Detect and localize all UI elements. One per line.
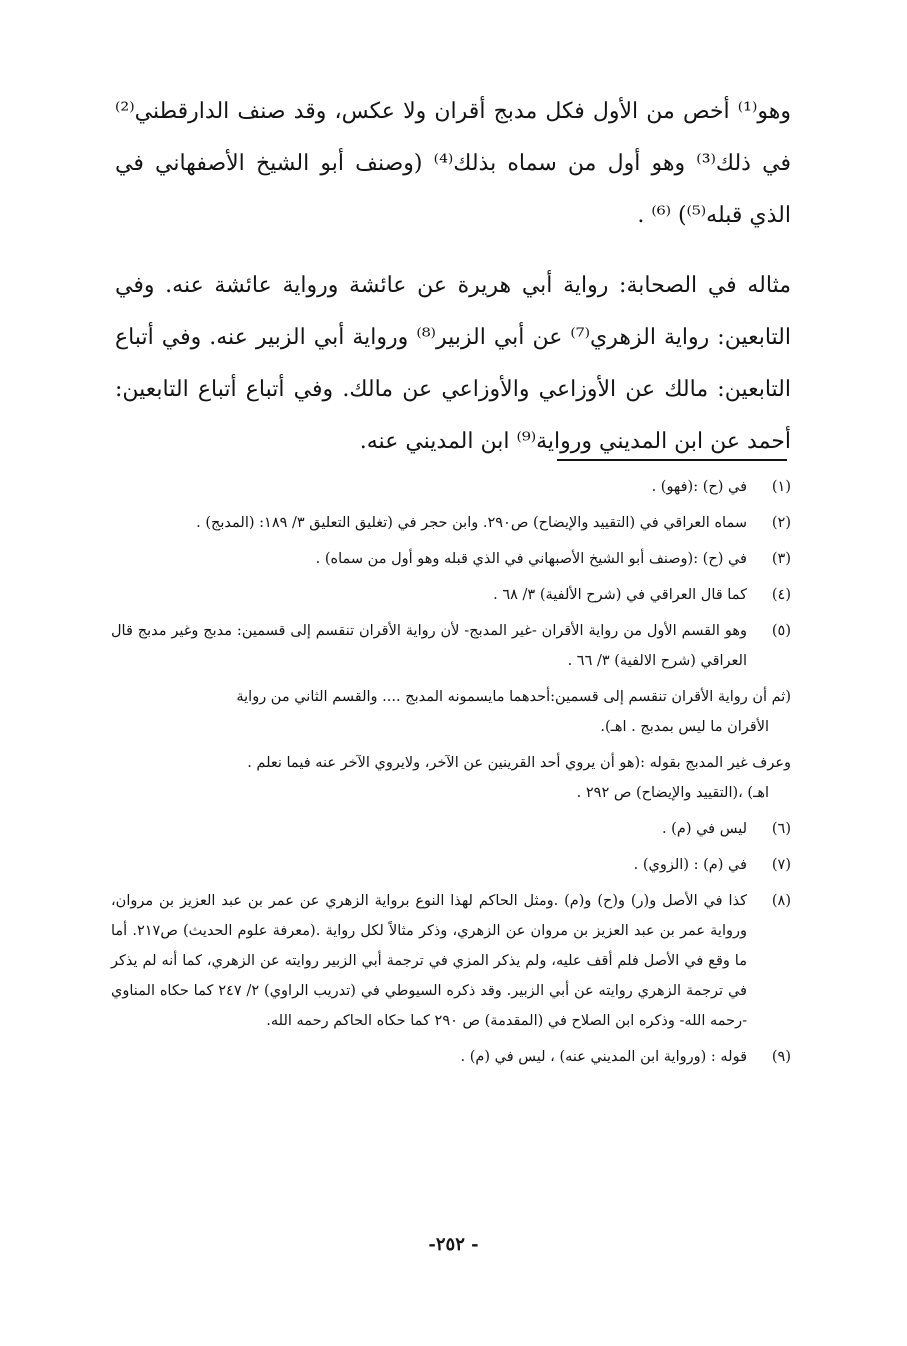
footnote-text: قوله : (ورواية ابن المديني عنه) ، ليس في (م) .: [460, 1049, 747, 1065]
footnote-text: الأقران ما ليس بمدبج . اهـ).: [600, 719, 769, 735]
footnote-text: وهو القسم الأول من رواية الأقران -غير المدبج- لأن رواية الأقران تنقسم إلى قسمين: مدبج وغير مدبج قال العراقي (شرح الالفية) ٣/ ٦٦ .: [111, 623, 747, 669]
footnote-number: (٦): [771, 821, 791, 837]
main-text: [115, 86, 791, 468]
footnote-number: (٥): [771, 623, 791, 639]
footnote-number: (٩): [771, 1049, 791, 1065]
footnote: [111, 850, 791, 880]
footnote: [111, 508, 791, 538]
footnote-continuation: [111, 748, 791, 808]
footnote: [111, 814, 791, 844]
footnote-text: في (م) : (الزوي) .: [633, 857, 747, 873]
main-paragraph: مثاله في الصحابة: رواية أبي هريرة عن عائشة ورواية عائشة عنه. وفي التابعين: رواية الزهري⁽⁷⁾ عن أبي الزبير⁽⁸⁾ ورواية أبي الزبير عنه. وفي أتباع التابعين: مالك عن الأوزاعي والأوزاعي عن مالك. وفي أتباع أتباع التابعين: أحمد عن ابن المديني ورواية⁽⁹⁾ ابن المديني عنه.: [115, 273, 791, 454]
page-number: - ٢٥٢-: [428, 1234, 479, 1255]
footnote-number: (٨): [771, 893, 791, 909]
footnote-text: (ثم أن رواية الأقران تنقسم إلى قسمين:أحدهما مايسمونه المدبج .... والقسم الثاني من رواية: [236, 689, 791, 705]
footnote-text: سماه العراقي في (التقييد والإيضاح) ص٢٩٠. وابن حجر في (تغليق التعليق ٣/ ١٨٩: (المدبج) .: [196, 515, 747, 531]
footnote: [111, 544, 791, 574]
footnote-separator: [557, 459, 787, 461]
footnote: [111, 472, 791, 502]
footnote: [111, 616, 791, 676]
footnote-number: (٢): [771, 515, 791, 531]
footnote: [111, 580, 791, 610]
footnote-continuation: [111, 682, 791, 742]
footnote-number: (٧): [771, 857, 791, 873]
footnote: [111, 886, 791, 1036]
footnote-number: (٣): [771, 551, 791, 567]
main-paragraph: وهو⁽¹⁾ أخص من الأول فكل مدبج أقران ولا عكس، وقد صنف الدارقطني⁽²⁾ في ذلك⁽³⁾ وهو أول من سماه بذلك⁽⁴⁾ (وصنف أبو الشيخ الأصفهاني في الذي قبله⁽⁵⁾) ⁽⁶⁾ .: [115, 99, 791, 228]
footnote-text: في (ح) :(وصنف أبو الشيخ الأصبهاني في الذي قبله وهو أول من سماه) .: [315, 551, 747, 567]
footnote-text: اهـ) ،(التقييد والإيضاح) ص ٢٩٢ .: [576, 785, 769, 801]
footnote-number: (١): [771, 479, 791, 495]
footnote: [111, 1042, 791, 1072]
footnote-text: كما قال العراقي في (شرح الألفية) ٣/ ٦٨ .: [493, 587, 747, 603]
footnote-text: كذا في الأصل و(ر) و(ح) و(م) .ومثل الحاكم لهذا النوع برواية الزهري عن عمر بن عبد العزيز بن مروان، ورواية عمر بن عبد العزيز بن مروان عن الزهري، وذكر مثالاً لكل رواية .(معرفة علوم الحديث) ص٢١٧. أما ما وقع في الأصل فلم أقف عليه، ولم يذكر المزي في ترجمة أبي الزبير روايته عن الزهري، كما أنه لم يذكر في ترجمة الزهري روايته عن أبي الزبير. وقد ذكره السيوطي في (تدريب الراوي) ٢/ ٢٤٧ كما حكاه المناوي -رحمه الله- وذكره ابن الصلاح في (المقدمة) ص ٢٩٠ كما حكاه الحاكم رحمه الله.: [111, 893, 747, 1029]
footnote-number: (٤): [771, 587, 791, 603]
footnote-text: وعرف غير المدبج بقوله :(هو أن يروي أحد القرينين عن الآخر، ولايروي الآخر عنه فيما نعلم .: [247, 755, 791, 771]
footnote-text: في (ح) :(فهو) .: [651, 479, 747, 495]
footnote-text: ليس في (م) .: [661, 821, 747, 837]
footnotes: [111, 472, 791, 1078]
